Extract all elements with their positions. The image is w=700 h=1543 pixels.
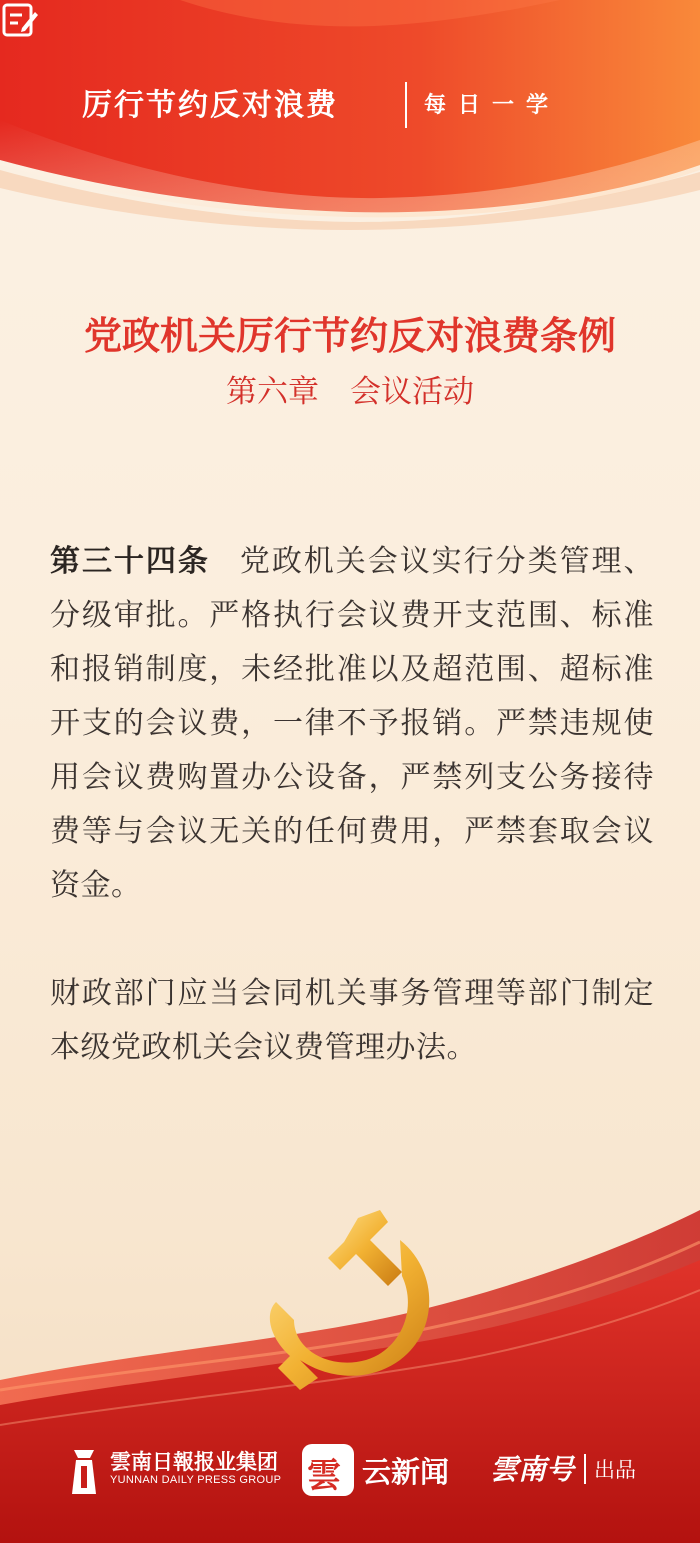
article-paragraph-1 [50,535,654,913]
header-title: 厉行节约反对浪费 [82,88,338,123]
article-paragraph-2: 财政部门应当会同机关事务管理等部门制定本级党政机关会议费管理办法。 [50,976,654,1065]
article-number: 第三十四条 [50,544,210,579]
edit-note-icon [0,0,40,40]
logo-yunnanhao: 雲南号 [490,1453,575,1486]
credit-divider [584,1454,586,1484]
header-subtitle: 每日一学 [424,92,561,118]
chapter-title: 第六章 会议活动 [226,374,474,410]
article-body [50,535,654,1075]
article-text: 党政机关会议实行分类管理、分级审批。严格执行会议费开支范围、标准和报销制度，未经批准以及超范围、超标准开支的会议费，一律不予报销。严禁违规使用会议费购置办公设备，严禁列支公务接待费等与会议无关的任何费用，严禁套取会议资金。 [50,544,655,903]
logo-yunxinwen: 云新闻 [362,1455,450,1489]
logo-yunnan-daily-en: YUNNAN DAILY PRESS GROUP [110,1474,282,1486]
header-divider [405,82,407,128]
footer-logo-row [0,1440,700,1500]
yunnan-daily-logo-icon [64,1446,104,1498]
header-banner [0,0,700,230]
yunxinwen-app-icon: 雲 [302,1444,354,1496]
document-title: 党政机关厉行节约反对浪费条例 [83,313,616,358]
logo-yunnan-daily: 雲南日報报业集团 [110,1449,278,1474]
credit-label: 出品 [594,1458,636,1482]
